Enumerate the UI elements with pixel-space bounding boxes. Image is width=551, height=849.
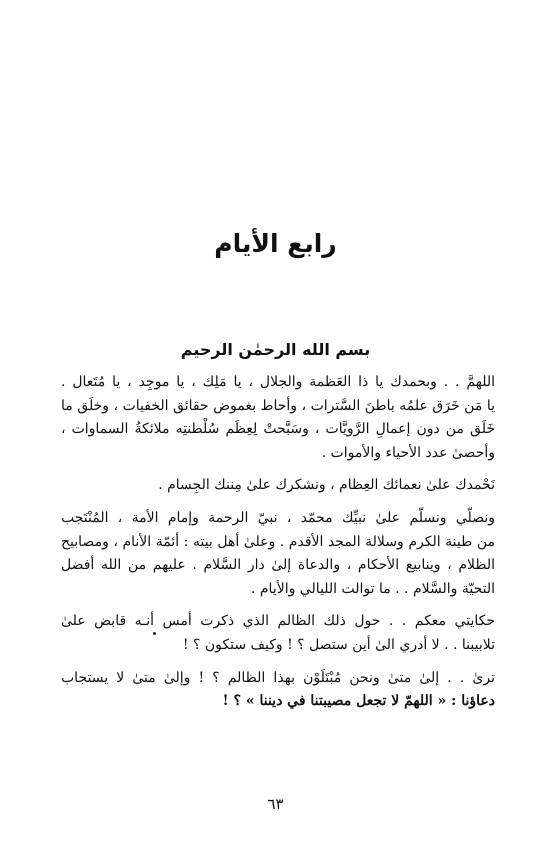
- paragraph-praise: [61, 474, 495, 498]
- paragraph-blessings: [61, 507, 495, 601]
- text-line: من طينة الكرم وسلالة المجد الأقدم . وعلىٰ أهل بيته : أئمّة الأنام ، ومصابيح: [61, 533, 495, 550]
- page-number: ٦٣: [267, 795, 284, 813]
- text-line: ترىٰ . . إلىٰ متىٰ ونحن مُبْتَلَوْن بهذا الظالم ؟ ! وإلىٰ متىٰ لا يستجاب: [61, 669, 495, 686]
- text-line: الظلام ، وينابيع الأحكام ، والدعاة إلىٰ دار السَّلام . عليهم من الله أفضل: [61, 557, 495, 574]
- text-line: نَحْمدك علىٰ نعمائك العِظام ، ونشكرك علىٰ مِننك الجِسام .: [158, 477, 495, 494]
- paragraph-question: [61, 667, 495, 714]
- text-line: يا مَن خَرَق علمُه باطنَ السَّترات ، وأحاط بغموض حقائق الخفيات ، وخلَق ما: [61, 397, 495, 414]
- text-line: وأحصىٰ عدد الأحياء والأموات .: [321, 444, 495, 461]
- text-line: حكايتي معكم . . حول ذلك الظالم الذي ذكرت أمس أنـه قابض علىٰ: [61, 613, 495, 630]
- text-line: ونصلّي ونسلّم علىٰ نبيِّك محمّد ، نبيّ الرحمة وإمام الأمة ، المُنْتَجب: [61, 509, 495, 526]
- paragraph-invocation: [61, 371, 495, 465]
- body-text: [61, 371, 495, 714]
- paragraph-story: [61, 610, 495, 657]
- text-line: تلابيبنا . . لا أدري الىٰ أين ستصل ؟ ! وكيف ستكون ؟ !: [182, 636, 495, 653]
- basmala-line: بسم الله الرحمٰن الرحيم: [180, 340, 371, 359]
- text-line: التحيّة والسَّلام . . ما توالت الليالي والأيام .: [250, 580, 495, 597]
- print-speck: [153, 632, 156, 635]
- text-line: دعاؤنا : « اللهمّ لا تجعل مصيبتنا في ديننا » ؟ !: [222, 693, 495, 710]
- text-line: خَلَق من دون إعمالِ الرَّويَّات ، وسَبَّحتْ لِعِظَم سُلْطنتِه ملائكةُ السماوات ،: [61, 421, 495, 438]
- chapter-heading: رابع الأيام: [214, 229, 337, 258]
- text-line: اللهمَّ . . وبحمدك يا ذا العَظمة والجلال ، يا مَلِك ، يا موجِد ، يا مُتَعال .: [61, 374, 495, 390]
